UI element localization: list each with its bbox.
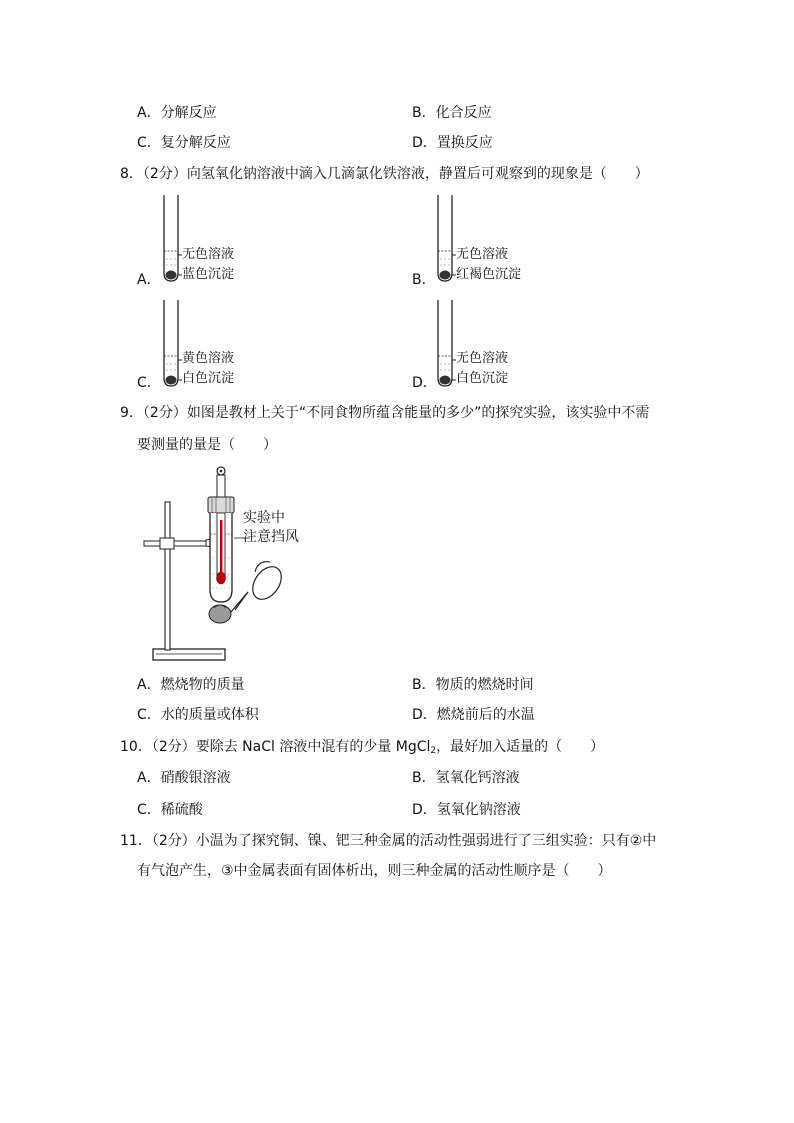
q8-d-precipitate-label: 白色沉淀 bbox=[456, 371, 509, 386]
q10-stem-part1: 10．（2分）要除去 NaCl 溶液中混有的少量 MgCl bbox=[120, 739, 431, 755]
q10-option-c[interactable]: C．稀硫酸 bbox=[137, 802, 203, 818]
q10-option-d[interactable]: D．氢氧化钠溶液 bbox=[412, 802, 521, 818]
q7-option-b[interactable]: B．化合反应 bbox=[412, 105, 492, 121]
q10-option-b[interactable]: B．氢氧化钙溶液 bbox=[412, 770, 520, 786]
q7-option-c[interactable]: C．复分解反应 bbox=[137, 135, 231, 151]
q8-a-precipitate-label: 蓝色沉淀 bbox=[182, 267, 235, 282]
q8-b-solution-label: 无色溶液 bbox=[456, 247, 509, 262]
test-tube-b-icon bbox=[434, 195, 454, 285]
q8-c-precipitate-label: 白色沉淀 bbox=[182, 371, 235, 386]
q8-option-d-letter[interactable]: D． bbox=[412, 375, 437, 391]
q8-option-b-letter[interactable]: B． bbox=[412, 272, 436, 288]
q10-stem bbox=[120, 738, 604, 760]
q7-option-d[interactable]: D．置换反应 bbox=[412, 135, 493, 151]
figure-note-line1: 实验中 bbox=[243, 510, 285, 526]
q8-a-solution-label: 无色溶液 bbox=[182, 247, 235, 262]
q9-option-d[interactable]: D．燃烧前后的水温 bbox=[412, 707, 535, 723]
q9-stem-line1: 9．（2分）如图是教材上关于“不同食物所蕴含能量的多少”的探究实验，该实验中不需 bbox=[120, 405, 650, 421]
q8-c-solution-label: 黄色溶液 bbox=[182, 351, 235, 366]
q9-stem-line2: 要测量的量是（ ） bbox=[137, 437, 277, 453]
figure-note-line2: 注意挡风 bbox=[243, 529, 299, 545]
q9-option-a[interactable]: A．燃烧物的质量 bbox=[137, 677, 245, 693]
q8-option-c-letter[interactable]: C． bbox=[137, 375, 161, 391]
calorimetry-apparatus-icon bbox=[140, 462, 300, 662]
test-tube-d-icon bbox=[434, 300, 454, 390]
q9-option-c[interactable]: C．水的质量或体积 bbox=[137, 707, 259, 723]
q8-stem: 8．（2分）向氢氧化钠溶液中滴入几滴氯化铁溶液，静置后可观察到的现象是（ ） bbox=[120, 166, 649, 182]
q11-stem-line1: 11．（2分）小温为了探究铜、镍、钯三种金属的活动性强弱进行了三组实验：只有②中 bbox=[120, 833, 657, 849]
q11-stem-line2: 有气泡产生，③中金属表面有固体析出，则三种金属的活动性顺序是（ ） bbox=[137, 863, 612, 879]
test-tube-a-icon bbox=[160, 195, 180, 285]
q10-option-a[interactable]: A．硝酸银溶液 bbox=[137, 770, 231, 786]
q10-stem-subscript: 2 bbox=[430, 746, 437, 756]
q10-stem-part2: ，最好加入适量的（ ） bbox=[436, 739, 605, 755]
q8-option-a-letter[interactable]: A． bbox=[137, 272, 161, 288]
q7-option-a[interactable]: A．分解反应 bbox=[137, 105, 217, 121]
test-tube-c-icon bbox=[160, 300, 180, 390]
q8-b-precipitate-label: 红褐色沉淀 bbox=[456, 267, 522, 282]
q8-d-solution-label: 无色溶液 bbox=[456, 351, 509, 366]
q9-option-b[interactable]: B．物质的燃烧时间 bbox=[412, 677, 534, 693]
